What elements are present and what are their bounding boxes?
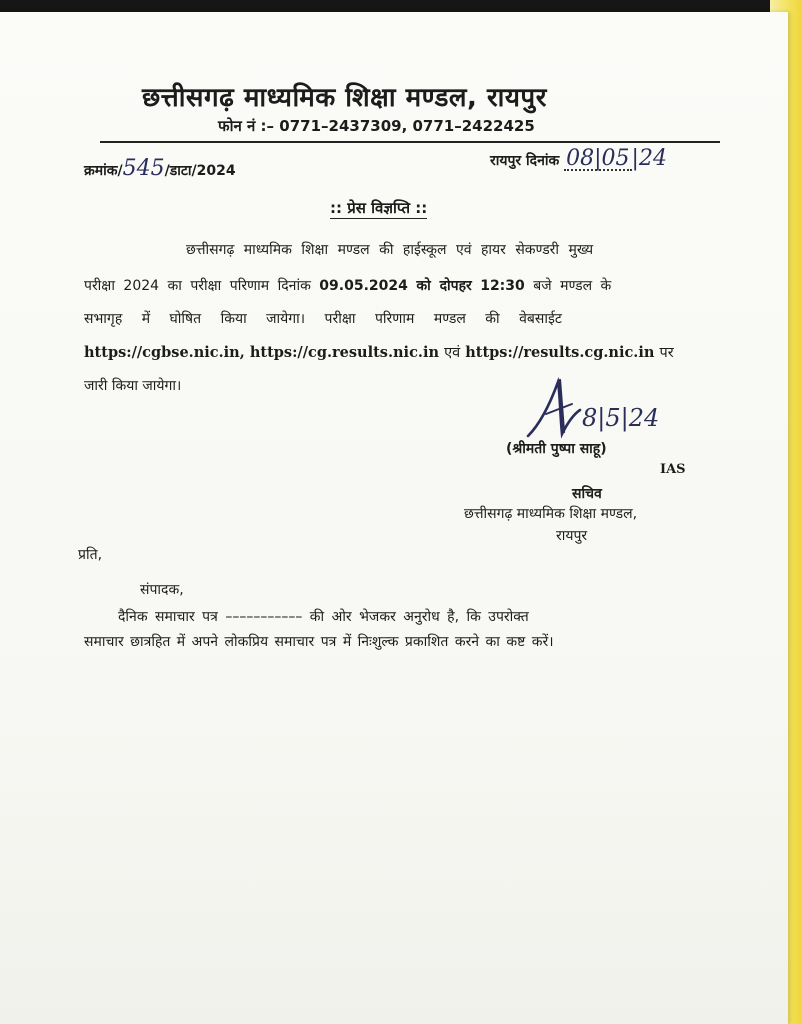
reference-suffix: /डाटा/2024 bbox=[164, 163, 236, 179]
issue-date: रायपुर दिनांक 08|05|24 bbox=[490, 146, 667, 171]
date-month: 05 bbox=[601, 146, 630, 171]
reference-handwritten-number: 545 bbox=[122, 156, 165, 181]
header-divider bbox=[100, 141, 720, 143]
signatory-name: (श्रीमती पुष्पा साहू) bbox=[506, 441, 607, 457]
recipient-to: प्रति, bbox=[78, 547, 103, 563]
signatory-organization: छत्तीसगढ़ माध्यमिक शिक्षा मण्डल, bbox=[464, 506, 638, 522]
date-year: 24 bbox=[638, 146, 667, 171]
date-label: रायपुर दिनांक bbox=[490, 153, 560, 169]
date-field: 08|05 bbox=[566, 146, 630, 171]
service-ias: IAS bbox=[660, 462, 686, 477]
reference-prefix: क्रमांक/ bbox=[84, 163, 123, 179]
body-line-5: जारी किया जायेगा। bbox=[84, 378, 182, 394]
website-url-2: https://cg.results.nic.in bbox=[249, 344, 439, 361]
website-url-3: https://results.cg.nic.in bbox=[465, 344, 655, 361]
signatory-city: रायपुर bbox=[556, 528, 588, 544]
press-release-heading: :: प्रेस विज्ञप्ति :: bbox=[330, 199, 428, 217]
signature-date: 8|5|24 bbox=[582, 404, 660, 432]
reference-number bbox=[84, 156, 236, 181]
request-line-2: समाचार छात्रहित में अपने लोकप्रिय समाचार पत्र में निःशुल्क प्रकाशित करने का कष्ट करें। bbox=[84, 634, 554, 650]
result-date: 09.05.2024 bbox=[319, 278, 408, 294]
result-time: 12:30 bbox=[480, 278, 525, 294]
body-line-4-urls: https://cgbse.nic.in, https://cg.results.nic.in एवं https://results.cg.nic.in पर bbox=[84, 344, 674, 361]
request-line-1: दैनिक समाचार पत्र ––––––––––– की ओर भेजकर अनुरोध है, कि उपरोक्त bbox=[118, 609, 529, 625]
recipient-editor: संपादक, bbox=[140, 582, 184, 598]
body-line-2: परीक्षा 2024 का परीक्षा परिणाम दिनांक 09.05.2024 को दोपहर 12:30 बजे मण्डल के bbox=[84, 278, 612, 294]
designation: सचिव bbox=[572, 486, 602, 502]
body-line-3: सभागृह में घोषित किया जायेगा। परीक्षा परिणाम मण्डल की वेबसाईट bbox=[84, 311, 562, 327]
date-day: 08 bbox=[566, 146, 595, 171]
board-title: छत्तीसगढ़ माध्यमिक शिक्षा मण्डल, रायपुर bbox=[142, 83, 547, 113]
body-line-1: छत्तीसगढ़ माध्यमिक शिक्षा मण्डल की हाईस्कूल एवं हायर सेकण्डरी मुख्य bbox=[186, 242, 594, 258]
phone-numbers: फोन नं :– 0771–2437309, 0771–2422425 bbox=[218, 117, 535, 135]
website-url-1: https://cgbse.nic.in, bbox=[84, 344, 245, 361]
